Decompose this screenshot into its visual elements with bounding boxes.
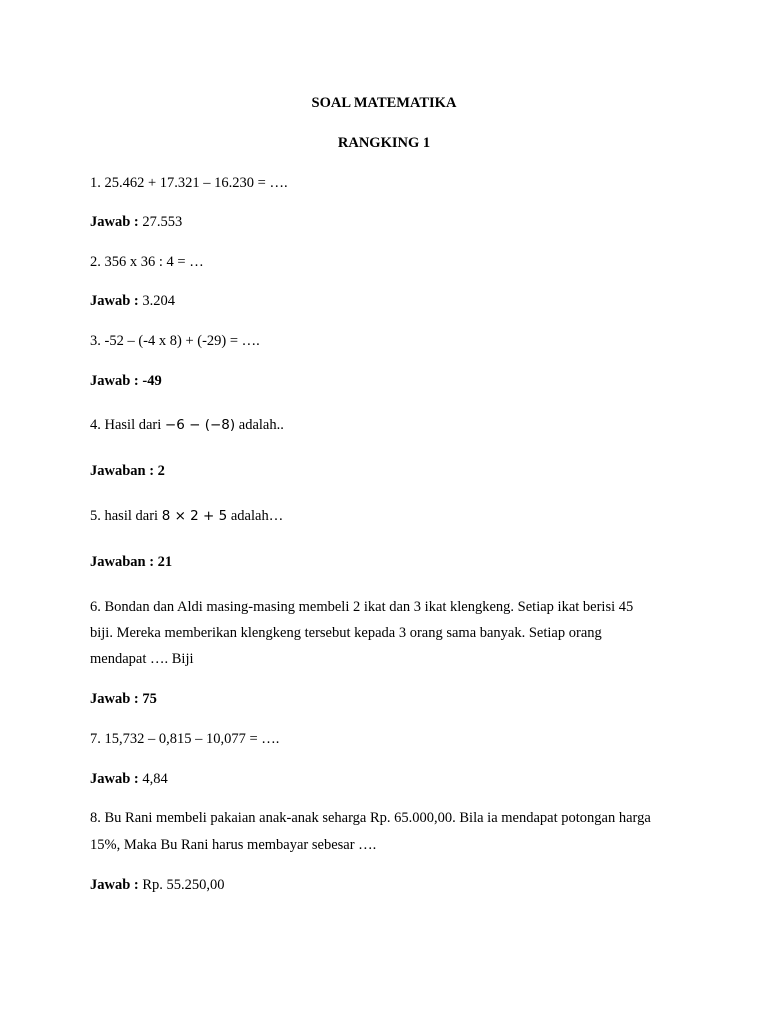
question-6-line-2: biji. Mereka memberikan klengkeng tersebut kepada 3 orang sama banyak. Setiap orang <box>90 625 602 641</box>
question-5-tail: adalah… <box>227 508 284 524</box>
question-4-tail: adalah.. <box>235 417 284 433</box>
answer-7-label: Jawab : <box>90 771 139 787</box>
answer-5: Jawaban : 21 <box>90 554 173 570</box>
answer-7 <box>90 770 168 788</box>
answer-1 <box>90 213 182 231</box>
question-8-line-1: 8. Bu Rani membeli pakaian anak-anak seharga Rp. 65.000,00. Bila ia mendapat potongan harga <box>90 810 651 826</box>
question-4 <box>90 416 284 434</box>
document-title: SOAL MATEMATIKA <box>311 95 457 111</box>
answer-2-value: 3.204 <box>138 293 175 309</box>
document-subtitle: RANGKING 1 <box>337 135 431 151</box>
answer-2 <box>90 292 175 310</box>
answer-8-label: Jawab : <box>90 877 139 893</box>
answer-8-value: Rp. 55.250,00 <box>138 877 225 893</box>
question-8-line-2: 15%, Maka Bu Rani harus membayar sebesar …. <box>90 837 377 853</box>
answer-1-value: 27.553 <box>138 214 183 230</box>
answer-3: Jawab : -49 <box>90 373 162 389</box>
answer-8 <box>90 876 225 894</box>
question-3: 3. -52 – (-4 x 8) + (-29) = …. <box>90 333 260 349</box>
question-1: 1. 25.462 + 17.321 – 16.230 = …. <box>90 175 288 191</box>
question-5 <box>90 507 283 525</box>
answer-1-label: Jawab : <box>90 214 139 230</box>
question-5-text: 5. hasil dari <box>90 508 162 524</box>
answer-4: Jawaban : 2 <box>90 463 165 479</box>
answer-6: Jawab : 75 <box>90 691 157 707</box>
question-4-math: −6 − (−8) <box>164 417 236 433</box>
question-7: 7. 15,732 – 0,815 – 10,077 = …. <box>90 731 280 747</box>
question-6-line-1: 6. Bondan dan Aldi masing-masing membeli 2 ikat dan 3 ikat klengkeng. Setiap ikat berisi 45 <box>90 599 634 615</box>
answer-2-label: Jawab : <box>90 293 139 309</box>
question-6-line-3: mendapat …. Biji <box>90 651 194 667</box>
answer-7-value: 4,84 <box>138 771 168 787</box>
question-2: 2. 356 x 36 : 4 = … <box>90 254 204 270</box>
question-4-text: 4. Hasil dari <box>90 417 165 433</box>
question-5-math: 8 × 2 + 5 <box>161 508 228 524</box>
